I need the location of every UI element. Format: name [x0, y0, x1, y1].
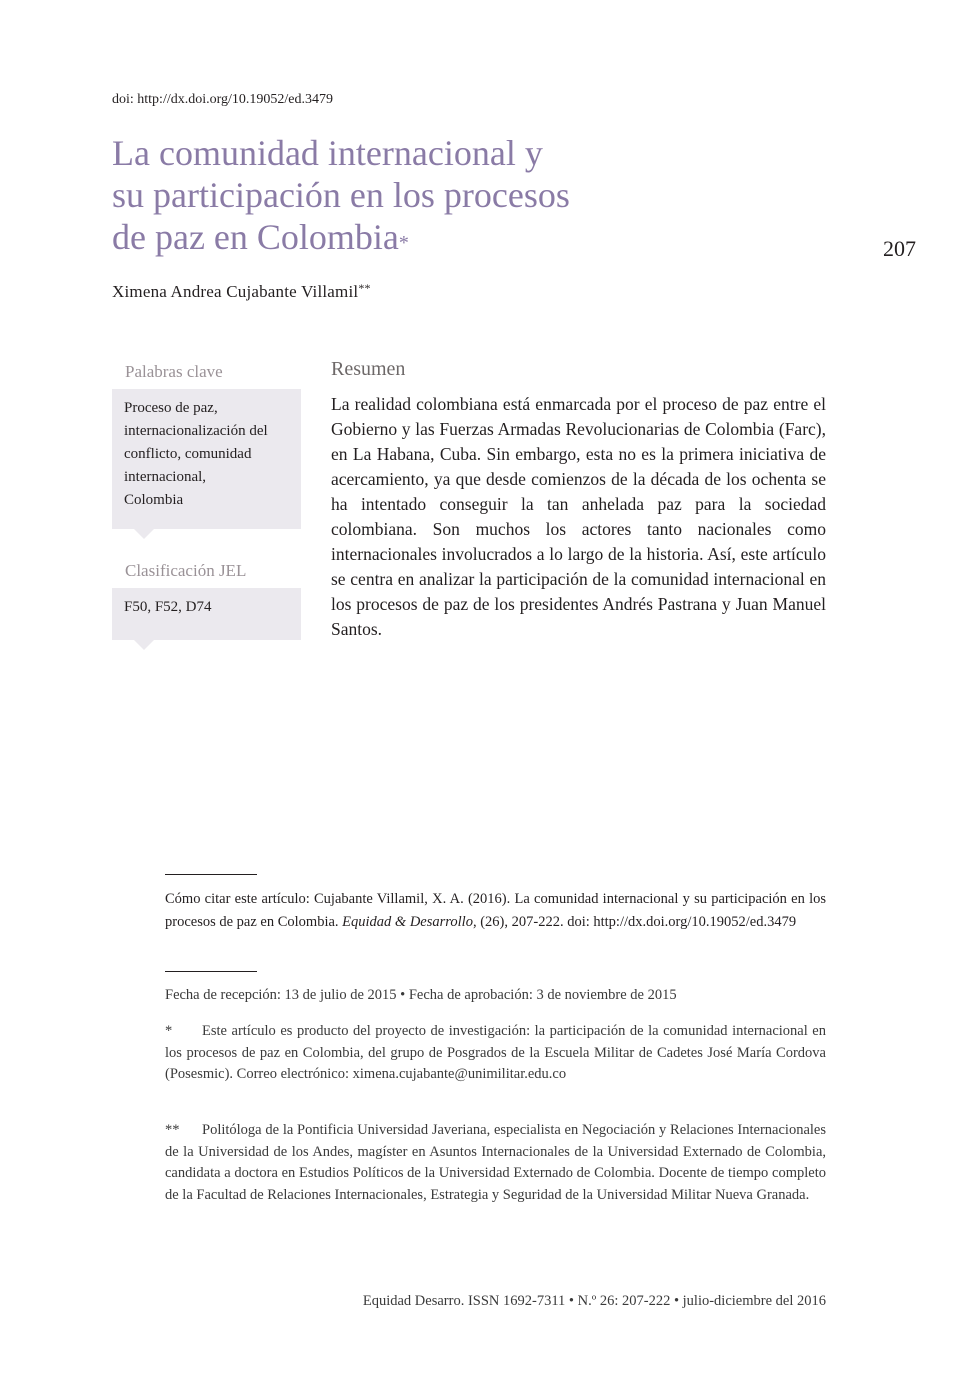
footnote-2: [165, 1120, 826, 1206]
keyword-item: internacional,: [124, 469, 207, 485]
author-footnote-marker: **: [358, 281, 371, 295]
footnote-2-marker: **: [165, 1122, 180, 1138]
footnote-rule-1: [165, 874, 257, 875]
keywords-heading: Palabras clave: [125, 362, 223, 381]
citation-prefix: Cómo citar este artículo: Cujabante Villamil, X. A. (2016). La comunidad internacional y su participación en los procesos de paz en Colombia.: [165, 891, 826, 930]
article-title: [112, 132, 652, 258]
citation: [165, 888, 826, 933]
citation-suffix: , (26), 207-222. doi: http://dx.doi.org/10.19052/ed.3479: [472, 913, 797, 930]
doi-line: doi: http://dx.doi.org/10.19052/ed.3479: [112, 92, 334, 107]
title-line-1: La comunidad internacional y: [112, 133, 543, 173]
footnote-1: [165, 1021, 826, 1086]
keyword-item: Proceso de paz,: [124, 400, 218, 416]
jel-box: [112, 588, 301, 640]
abstract-text: La realidad colombiana está enmarcada por el proceso de paz entre el Gobierno y las Fuerzas Armadas Revolucionarias de Colombia (Farc), en La Habana, Cuba. Sin embargo, esta no es la primera iniciativa de acercamiento, ya que desde comienzos de la década de los ochenta se ha intentado conseguir la tan anhelada paz para la sociedad colombiana. Son muchos los actores tanto nacionales como internacionales involucrados a lo largo de la historia. Así, este artículo se centra en analizar la participación de la comunidad internacional en los procesos de paz de los presidentes Andrés Pastrana y Juan Manuel Santos.: [331, 394, 826, 639]
keyword-item: Colombia: [124, 492, 184, 508]
citation-journal: Equidad & Desarrollo: [342, 913, 473, 930]
abstract-heading: Resumen: [331, 358, 406, 380]
title-footnote-marker: *: [398, 232, 409, 254]
keywords-box-pointer: [134, 529, 154, 539]
title-line-3-text: de paz en Colombia: [112, 217, 399, 257]
dates-line: Fecha de recepción: 13 de julio de 2015 • Fecha de aprobación: 3 de noviembre de 2015: [165, 987, 677, 1003]
title-line-3: [112, 216, 652, 258]
keywords-box: [112, 389, 301, 529]
footnote-2-text: Politóloga de la Pontificia Universidad Javeriana, especialista en Negociación y Relaciones Internacionales de la Universidad de los Andes, magíster en Asuntos Internacionales de la Universidad Externado de Colombia, candidata a doctora en Estudios Políticos de la Universidad Externado de Colombia. Docente de tiempo completo de la Facultad de Relaciones Internacionales, Estrategia y Seguridad de la Universidad Militar Nueva Granada.: [165, 1122, 826, 1203]
page-number: 207: [883, 236, 916, 261]
jel-box-pointer: [134, 640, 154, 650]
title-line-2: su participación en los procesos: [112, 175, 570, 215]
keyword-item: conflicto, comunidad: [124, 446, 252, 462]
footnote-1-text: Este artículo es producto del proyecto de investigación: la participación de la comunidad internacional en los procesos de paz en Colombia, del grupo de Posgrados de la Escuela Militar de Cadetes José María Cordova (Posesmic). Correo electrónico: ximena.cujabante@unimilitar.edu.co: [165, 1023, 826, 1082]
author-line: [112, 282, 371, 302]
footnote-1-marker: *: [165, 1023, 173, 1039]
jel-codes: F50, F52, D74: [124, 599, 212, 615]
jel-heading: Clasificación JEL: [125, 561, 247, 580]
journal-footer: Equidad Desarro. ISSN 1692-7311 • N.º 26: 207-222 • julio-diciembre del 2016: [362, 1293, 826, 1309]
keyword-item: internacionalización del: [124, 423, 268, 439]
author-name: Ximena Andrea Cujabante Villamil: [112, 282, 359, 301]
footnote-rule-2: [165, 971, 257, 972]
